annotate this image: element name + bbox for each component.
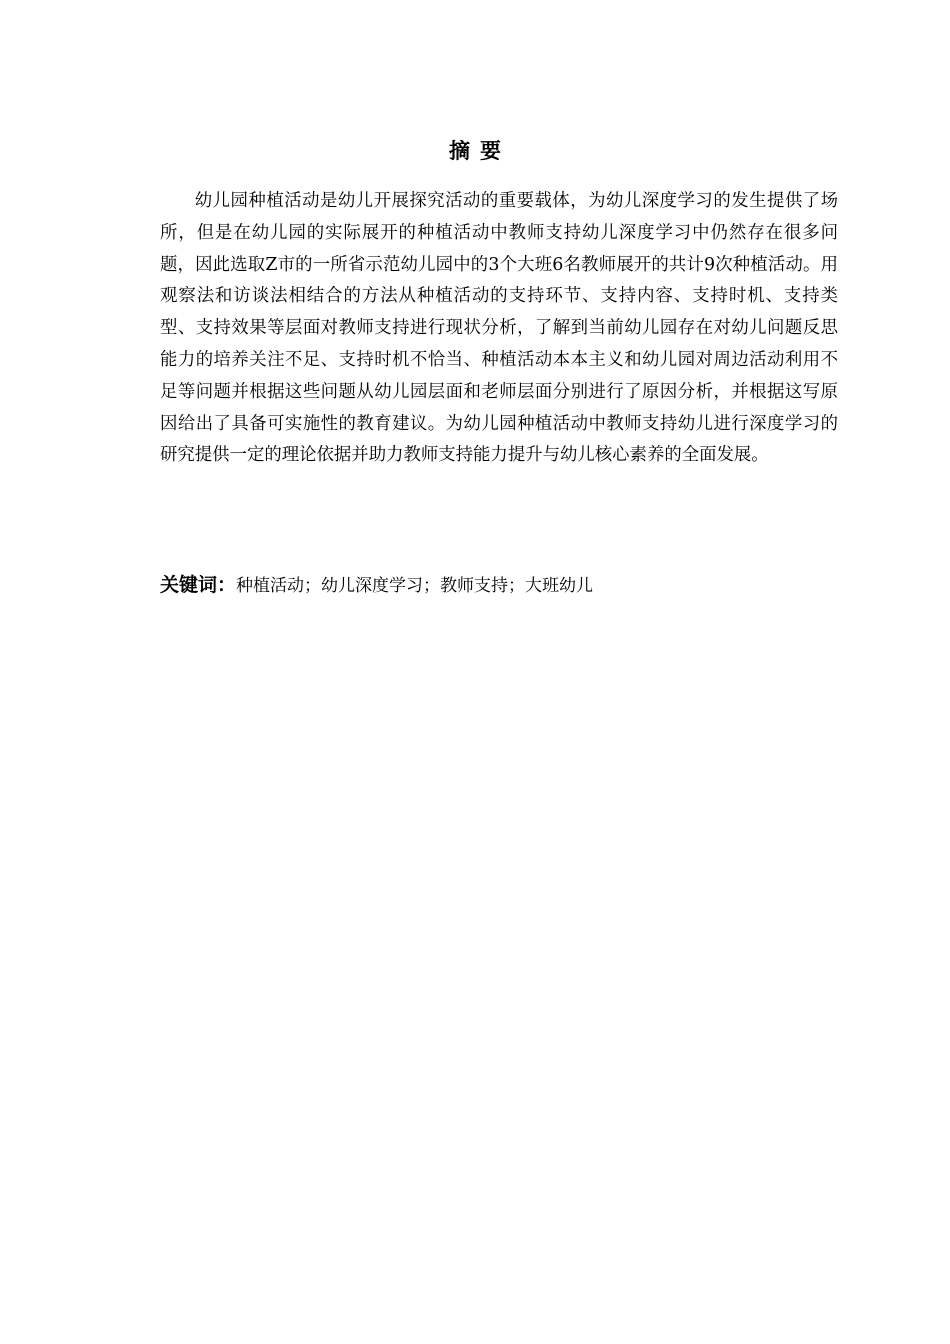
abstract-body: 幼儿园种植活动是幼儿开展探究活动的重要载体，为幼儿深度学习的发生提供了场所，但是在幼儿园的实际展开的种植活动中教师支持幼儿深度学习中仍然存在很多问题，因此选取Z市的一所省示范幼儿园中的3个大班6名教师展开的共计9次种植活动。用观察法和访谈法相结合的方法从种植活动的支持环节、支持内容、支持时机、支持类型、支持效果等层面对教师支持进行现状分析，了解到当前幼儿园存在对幼儿问题反思能力的培养关注不足、支持时机不恰当、种植活动本本主义和幼儿园对周边活动利用不足等问题并根据这些问题从幼儿园层面和老师层面分别进行了原因分析，并根据这写原因给出了具备可实施性的教育建议。为幼儿园种植活动中教师支持幼儿进行深度学习的研究提供一定的理论依据并助力教师支持能力提升与幼儿核心素养的全面发展。 bbox=[160, 191, 838, 466]
abstract-title: 摘要 bbox=[449, 138, 511, 163]
keywords-label: 关键词： bbox=[160, 574, 237, 596]
keywords-text: 种植活动；幼儿深度学习；教师支持；大班幼儿 bbox=[236, 576, 594, 596]
keywords-line bbox=[160, 570, 838, 601]
